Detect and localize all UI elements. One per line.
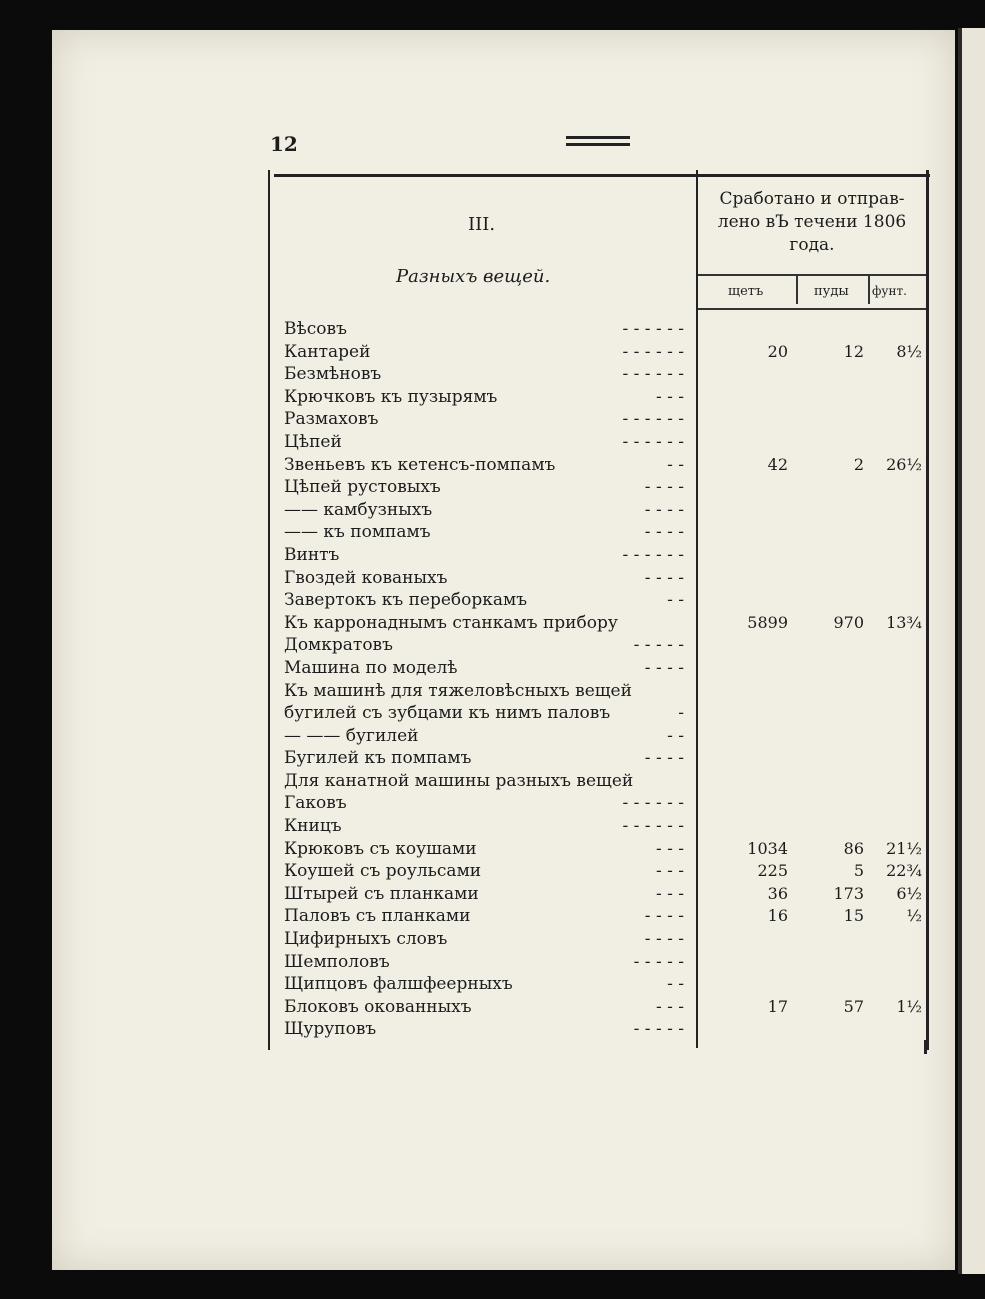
table-row [284,702,684,725]
table-row [284,431,684,454]
table-row [284,996,684,1019]
item-name: Цифирныхъ словъ [284,929,448,950]
column-header-line: года. [789,235,835,255]
item-name: Размаховъ [284,409,379,430]
leader-dashes: - - - - - - [622,816,684,837]
subheader-bottom-rule [698,308,926,310]
pounds-value: 21½ [886,838,922,858]
value-row [700,770,928,793]
table-row [284,973,684,996]
item-name: Завертокъ къ переборкамъ [284,590,528,611]
table-row [284,657,684,680]
leader-dashes: - - [667,454,684,475]
item-name: — —— бугилей [284,725,419,746]
item-name: Кницъ [284,816,342,837]
table-row [284,318,684,341]
value-row [700,521,928,544]
item-name: Для канатной машины разныхъ вещей [284,770,634,791]
leader-dashes: - - - - - - [622,793,684,814]
item-name: Звеньевъ къ кетенсъ-помпамъ [284,454,556,475]
value-row [700,589,928,612]
section-number: III. [468,214,496,235]
item-name: Кантарей [284,341,371,362]
value-row [700,476,928,499]
item-name: Щуруповъ [284,1019,377,1040]
leader-dashes: - - - - - - [622,364,684,385]
item-name: Паловъ съ планками [284,906,471,927]
leader-dashes: - - - [655,883,684,904]
leader-dashes: - - - [655,996,684,1017]
subheader-pounds: фунт. [872,284,907,298]
pounds-value: 26½ [886,454,922,474]
item-name: —— къ помпамъ [284,522,431,543]
table-row [284,1018,684,1041]
item-name: Коушей съ роульсами [284,861,482,882]
leader-dashes: - - - - - - [622,409,684,430]
value-row [700,1018,928,1041]
leader-dashes: - - [667,725,684,746]
table-row [284,612,684,635]
count-value: 1034 [747,838,788,858]
value-row [700,702,928,725]
leader-dashes: - - - - - [633,951,684,972]
count-value: 5899 [747,612,788,632]
value-row [700,883,928,906]
table-row [284,747,684,770]
page-number: 12 [270,132,298,156]
leader-dashes: - - - - - - [622,544,684,565]
value-row [700,386,928,409]
leader-dashes: - - - - - [633,635,684,656]
leader-dashes: - - - [655,386,684,407]
value-row [700,612,928,635]
value-row [700,973,928,996]
item-name: Безмѣновъ [284,364,382,385]
pounds-value: 22¾ [886,861,922,881]
value-row [700,860,928,883]
pounds-value: 6½ [896,883,922,903]
table-bottom-mark [924,1040,927,1054]
value-row [700,928,928,951]
table-row [284,589,684,612]
column-header-line: лено вЪ течени 1806 [717,212,907,232]
pounds-value: 1½ [896,996,922,1016]
poods-value: 12 [843,341,864,361]
table-row [284,634,684,657]
value-row [700,815,928,838]
table-row [284,815,684,838]
subheader-poods: пуды [814,284,849,299]
table-row [284,341,684,364]
item-name: Щипцовъ фалшфеерныхъ [284,974,513,995]
pounds-value: ½ [906,906,922,926]
value-row [700,792,928,815]
count-value: 16 [767,906,788,926]
item-name: Къ машинѣ для тяжеловѣсныхъ вещей [284,680,632,701]
item-name: Вѣсовъ [284,319,347,339]
leader-dashes: - - - [655,861,684,882]
leader-dashes: - [678,703,684,724]
leader-dashes: - - - - [644,748,684,769]
value-row [700,725,928,748]
poods-value: 2 [853,454,864,474]
table-row [284,860,684,883]
value-row [700,499,928,522]
table-row [284,408,684,431]
item-list [284,318,684,1041]
table-row [284,838,684,861]
item-name: —— камбузныхъ [284,499,433,520]
item-name: Штырей съ планками [284,883,479,904]
count-value: 36 [767,883,788,903]
value-row [700,838,928,861]
leader-dashes: - - - - [644,499,684,520]
value-row [700,680,928,703]
column-header [700,188,924,257]
value-row [700,905,928,928]
item-name: бугилей съ зубцами къ нимъ паловъ [284,703,611,724]
leader-dashes: - - - - [644,929,684,950]
table-row [284,499,684,522]
value-row [700,951,928,974]
subcol-rule-2 [868,274,870,304]
table-row [284,680,684,703]
subcol-rule-1 [796,274,798,304]
value-list [700,318,928,1041]
item-name: Къ карронаднымъ станкамъ прибору [284,612,618,633]
leader-dashes: - - [667,974,684,995]
table-mid-rule [696,170,698,1048]
item-name: Гвоздей кованыхъ [284,567,448,588]
column-header-line: Сработано и отправ- [719,189,905,209]
value-row [700,634,928,657]
table-top-rule [274,174,930,177]
leader-dashes: - - - - [644,657,684,678]
item-name: Блоковъ окованныхъ [284,996,472,1017]
value-row [700,567,928,590]
item-name: Крючковъ къ пузырямъ [284,386,498,407]
value-row [700,454,928,477]
leader-dashes: - - - - - - [622,341,684,362]
table-row [284,725,684,748]
table-row [284,544,684,567]
item-name: Гаковъ [284,793,347,814]
item-name: Машина по моделѣ [284,657,458,678]
subheader-count: щетъ [728,284,764,299]
table-row [284,386,684,409]
subheader-rule [698,274,926,276]
poods-value: 57 [843,996,864,1016]
table-row [284,454,684,477]
value-row [700,544,928,567]
value-row [700,363,928,386]
leader-dashes: - - - - - [633,1019,684,1040]
table-row [284,476,684,499]
pounds-value: 13¾ [886,612,922,632]
table-row [284,792,684,815]
table-row [284,567,684,590]
item-name: Цѣпей рустовыхъ [284,477,441,498]
item-name: Винтъ [284,544,340,565]
count-value: 17 [767,996,788,1016]
header-rule [566,136,630,139]
count-value: 42 [767,454,788,474]
table-row [284,521,684,544]
poods-value: 15 [843,906,864,926]
leader-dashes: - - - - [644,477,684,498]
item-name: Домкратовъ [284,635,393,656]
table-row [284,951,684,974]
value-row [700,408,928,431]
leader-dashes: - - - - - - [622,319,684,339]
section-title: Разныхъ вещей. [396,266,551,287]
poods-value: 5 [853,861,864,881]
table-row [284,883,684,906]
leader-dashes: - - - [655,838,684,859]
count-value: 20 [767,341,788,361]
value-row [700,657,928,680]
table-row [284,928,684,951]
adjacent-page-edge [958,28,985,1274]
count-value: 225 [757,861,788,881]
value-row [700,747,928,770]
table-row [284,905,684,928]
pounds-value: 8½ [896,341,922,361]
leader-dashes: - - [667,590,684,611]
table-left-rule [268,170,270,1050]
poods-value: 86 [843,838,864,858]
value-row [700,318,928,341]
item-name: Бугилей къ помпамъ [284,748,472,769]
header-rule-double [566,143,630,146]
item-name: Крюковъ съ коушами [284,838,477,859]
value-row [700,431,928,454]
poods-value: 970 [833,612,864,632]
table-row [284,770,684,793]
table-row [284,363,684,386]
leader-dashes: - - - - [644,522,684,543]
poods-value: 173 [833,883,864,903]
leader-dashes: - - - - [644,906,684,927]
leader-dashes: - - - - [644,567,684,588]
value-row [700,996,928,1019]
item-name: Цѣпей [284,431,342,452]
item-name: Шемполовъ [284,951,390,972]
leader-dashes: - - - - - - [622,431,684,452]
value-row [700,341,928,364]
